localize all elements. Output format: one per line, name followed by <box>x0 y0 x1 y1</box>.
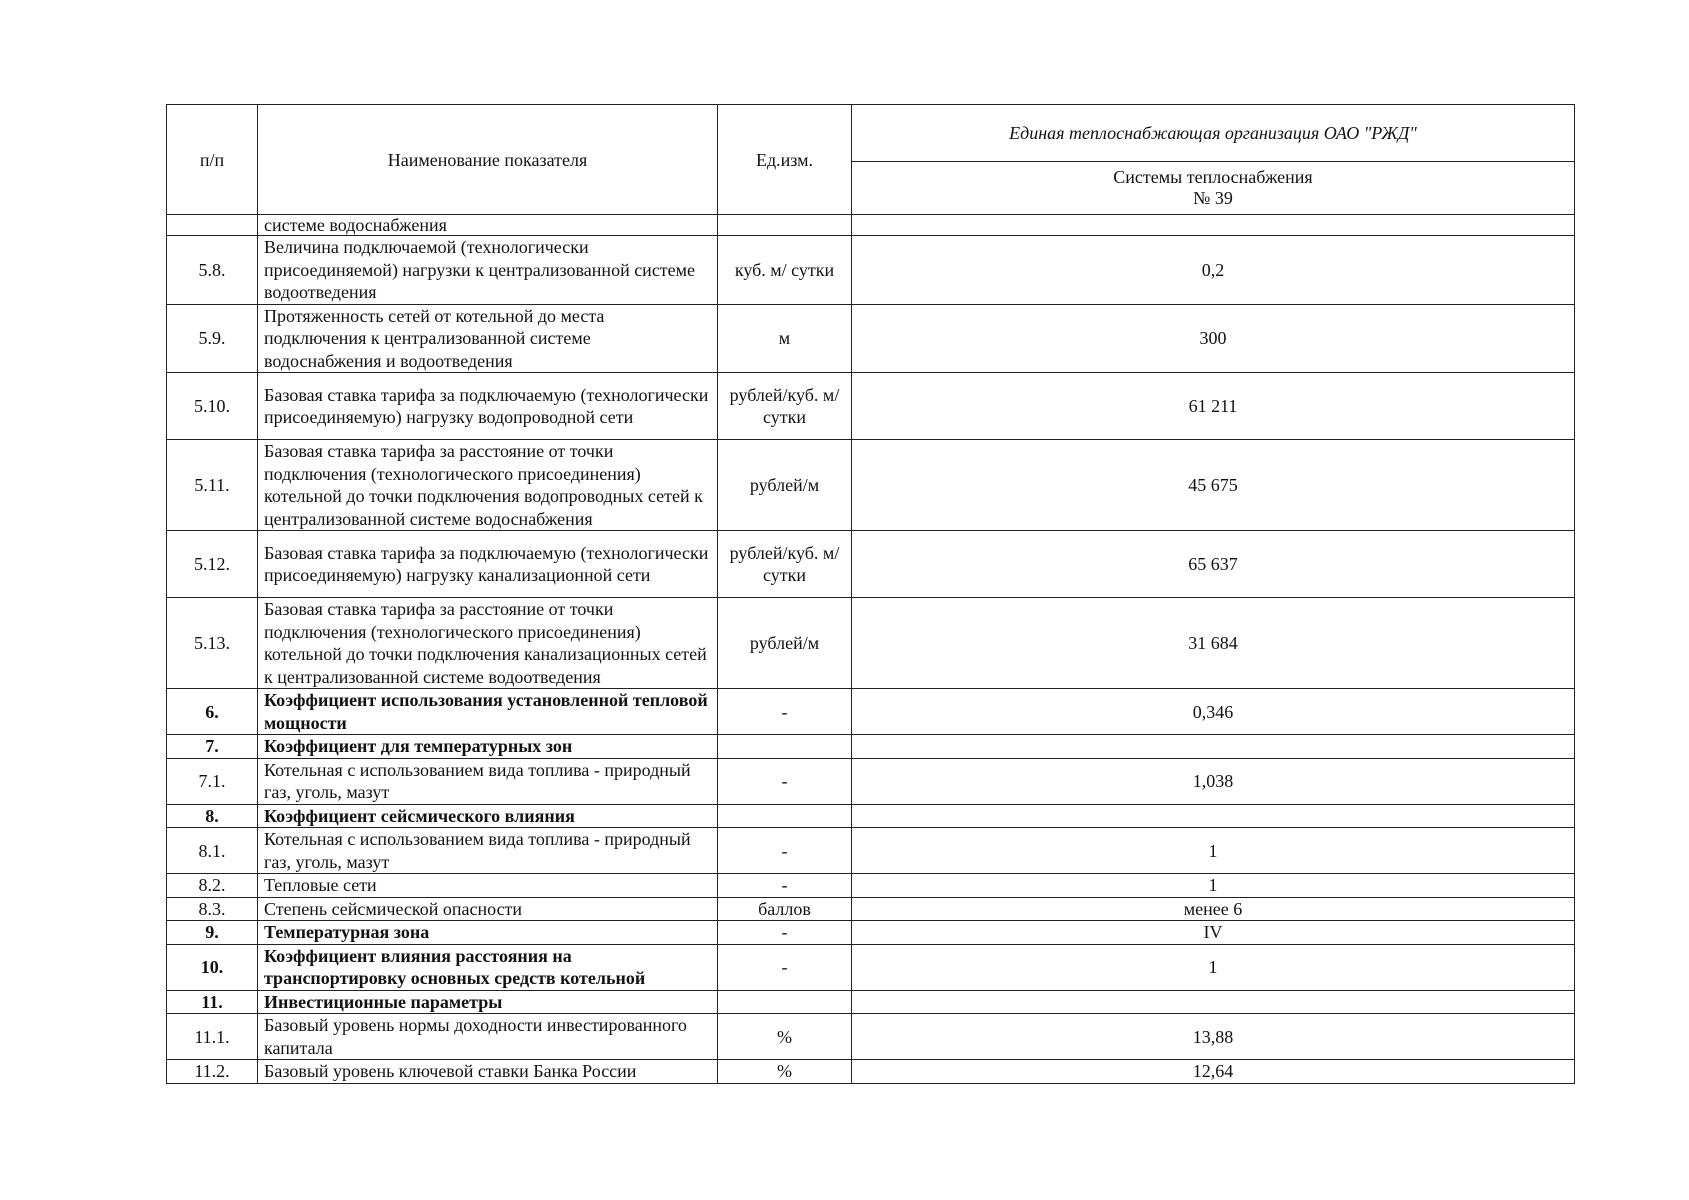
row-unit: % <box>718 1060 852 1084</box>
row-number: 5.10. <box>167 373 258 440</box>
row-unit: - <box>718 944 852 990</box>
row-number: 11. <box>167 990 258 1014</box>
row-unit <box>718 215 852 236</box>
row-value <box>852 735 1575 759</box>
table-row <box>167 1060 1575 1084</box>
row-unit: - <box>718 874 852 898</box>
row-name: Базовая ставка тарифа за подключаемую (технологически присоединяемую) нагрузку водопроводной сети <box>258 373 718 440</box>
row-number: 5.12. <box>167 531 258 598</box>
row-value: 1,038 <box>852 758 1575 804</box>
row-number: 5.8. <box>167 236 258 305</box>
row-unit: рублей/куб. м/сутки <box>718 373 852 440</box>
table-row <box>167 897 1575 921</box>
row-number: 8.1. <box>167 828 258 874</box>
table-row <box>167 373 1575 440</box>
table-row <box>167 236 1575 305</box>
row-number: 8.2. <box>167 874 258 898</box>
row-name: Базовая ставка тарифа за подключаемую (технологически присоединяемую) нагрузку канализационной сети <box>258 531 718 598</box>
row-unit: куб. м/ сутки <box>718 236 852 305</box>
row-unit: рублей/м <box>718 440 852 531</box>
row-unit <box>718 990 852 1014</box>
row-number: 6. <box>167 689 258 735</box>
row-number: 11.2. <box>167 1060 258 1084</box>
row-unit: м <box>718 304 852 373</box>
row-value <box>852 215 1575 236</box>
row-unit: рублей/куб. м/сутки <box>718 531 852 598</box>
table-row <box>167 689 1575 735</box>
row-number <box>167 215 258 236</box>
row-number: 5.13. <box>167 598 258 689</box>
row-value: 0,346 <box>852 689 1575 735</box>
table-row <box>167 1014 1575 1060</box>
row-unit: - <box>718 689 852 735</box>
table-row <box>167 990 1575 1014</box>
row-number: 9. <box>167 921 258 945</box>
row-value: 61 211 <box>852 373 1575 440</box>
row-name: Базовый уровень ключевой ставки Банка России <box>258 1060 718 1084</box>
table-row <box>167 531 1575 598</box>
row-value: 1 <box>852 828 1575 874</box>
row-name: Коэффициент сейсмического влияния <box>258 804 718 828</box>
row-name: Температурная зона <box>258 921 718 945</box>
row-unit: - <box>718 828 852 874</box>
row-name: Базовый уровень нормы доходности инвестированного капитала <box>258 1014 718 1060</box>
row-number: 7.1. <box>167 758 258 804</box>
table-row <box>167 304 1575 373</box>
header-number: п/п <box>167 105 258 215</box>
row-name: Котельная с использованием вида топлива - природный газ, уголь, мазут <box>258 758 718 804</box>
header-system-title: Системы теплоснабжения <box>1113 167 1313 187</box>
row-name: Тепловые сети <box>258 874 718 898</box>
row-name: Котельная с использованием вида топлива - природный газ, уголь, мазут <box>258 828 718 874</box>
table-row <box>167 598 1575 689</box>
row-unit <box>718 735 852 759</box>
row-number: 8.3. <box>167 897 258 921</box>
row-value <box>852 804 1575 828</box>
row-unit: - <box>718 921 852 945</box>
row-name: Базовая ставка тарифа за расстояние от точки подключения (технологического присоединения) котельной до точки подключения водопроводных сетей к централизованной системе водоснабжения <box>258 440 718 531</box>
row-unit: % <box>718 1014 852 1060</box>
row-value <box>852 990 1575 1014</box>
tariff-table <box>166 104 1575 1084</box>
table-row <box>167 828 1575 874</box>
row-unit: баллов <box>718 897 852 921</box>
row-name: Инвестиционные параметры <box>258 990 718 1014</box>
row-name: Коэффициент для температурных зон <box>258 735 718 759</box>
header-unit: Ед.изм. <box>718 105 852 215</box>
row-number: 8. <box>167 804 258 828</box>
row-value: IV <box>852 921 1575 945</box>
row-name: Базовая ставка тарифа за расстояние от точки подключения (технологического присоединения) котельной до точки подключения канализационных сетей к централизованной системе водоотведения <box>258 598 718 689</box>
row-value: 300 <box>852 304 1575 373</box>
header-organization: Единая теплоснабжающая организация ОАО "РЖД" <box>852 105 1575 162</box>
row-value: 1 <box>852 944 1575 990</box>
table-row <box>167 758 1575 804</box>
row-value: менее 6 <box>852 897 1575 921</box>
table-row <box>167 804 1575 828</box>
row-value: 45 675 <box>852 440 1575 531</box>
row-unit: рублей/м <box>718 598 852 689</box>
row-value: 1 <box>852 874 1575 898</box>
row-value: 13,88 <box>852 1014 1575 1060</box>
row-number: 5.11. <box>167 440 258 531</box>
row-name: Коэффициент влияния расстояния на транспортировку основных средств котельной <box>258 944 718 990</box>
table-row <box>167 921 1575 945</box>
row-unit <box>718 804 852 828</box>
table-row <box>167 944 1575 990</box>
row-name: Величина подключаемой (технологически присоединяемой) нагрузки к централизованной системе водоотведения <box>258 236 718 305</box>
row-name: Протяженность сетей от котельной до места подключения к централизованной системе водоснабжения и водоотведения <box>258 304 718 373</box>
row-value: 12,64 <box>852 1060 1575 1084</box>
row-number: 5.9. <box>167 304 258 373</box>
header-system-number: № 39 <box>1193 188 1233 208</box>
row-unit: - <box>718 758 852 804</box>
row-number: 11.1. <box>167 1014 258 1060</box>
row-value: 31 684 <box>852 598 1575 689</box>
header-indicator-name: Наименование показателя <box>258 105 718 215</box>
table-row <box>167 215 1575 236</box>
row-value: 0,2 <box>852 236 1575 305</box>
table-row <box>167 440 1575 531</box>
row-name: Степень сейсмической опасности <box>258 897 718 921</box>
row-value: 65 637 <box>852 531 1575 598</box>
header-system <box>852 162 1575 215</box>
table-row <box>167 735 1575 759</box>
table-row <box>167 874 1575 898</box>
row-name: Коэффициент использования установленной тепловой мощности <box>258 689 718 735</box>
row-number: 10. <box>167 944 258 990</box>
row-number: 7. <box>167 735 258 759</box>
row-name: системе водоснабжения <box>258 215 718 236</box>
